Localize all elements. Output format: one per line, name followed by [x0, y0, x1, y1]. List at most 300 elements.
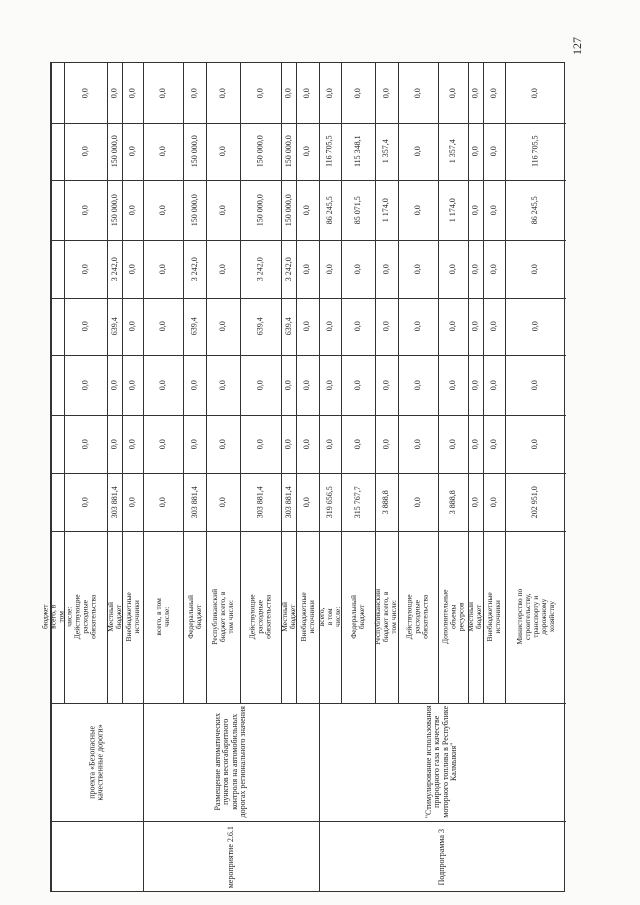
amount-cell: [281, 240, 296, 298]
amount-cell-text: 0,0: [530, 379, 540, 390]
amount-cell: [240, 63, 281, 123]
amount-cell-text: 0,0: [80, 380, 90, 390]
group-code-text: Подпрограмма 3: [437, 828, 447, 886]
amount-cell-text: 0,0: [218, 204, 228, 215]
amount-cell: [483, 240, 505, 298]
amount-cell: [341, 473, 375, 531]
amount-cell-text: 0,0: [470, 497, 480, 507]
funding-source-text: Местный бюджет: [105, 602, 123, 632]
budget-table: [40, 62, 565, 892]
row-divider: [281, 63, 282, 703]
funding-source-text: бюджет всего, в том числе:: [40, 604, 74, 630]
funding-source: [206, 531, 240, 703]
amount-cell: [143, 180, 183, 240]
amount-cell: [341, 298, 375, 355]
amount-cell-text: 0,0: [80, 264, 90, 274]
amount-cell-text: 0,0: [302, 204, 312, 215]
amount-cell: [122, 473, 143, 531]
group-name: [143, 703, 318, 821]
amount-cell: [483, 123, 505, 180]
amount-cell-text: 0,0: [412, 379, 422, 390]
amount-cell-text: 0,0: [302, 87, 312, 98]
amount-cell: [64, 415, 107, 473]
amount-cell: [296, 63, 318, 123]
funding-source-text: Федеральный бюджет: [185, 595, 203, 639]
funding-source: [398, 531, 438, 703]
amount-cell-text: 0,0: [80, 205, 90, 215]
amount-cell: [438, 415, 468, 473]
amount-cell-text: 3 242,0: [109, 256, 119, 281]
amount-cell-text: 3 888,8: [380, 489, 390, 514]
amount-cell-text: 0,0: [470, 264, 480, 274]
amount-cell: [398, 473, 438, 531]
row-divider: [375, 63, 376, 703]
amount-cell-text: 0,0: [488, 146, 498, 157]
column-divider: [51, 298, 566, 299]
row-divider: [438, 63, 439, 703]
funding-source: [468, 531, 483, 703]
amount-cell: [296, 415, 318, 473]
amount-cell-text: 0,0: [488, 263, 498, 274]
amount-cell: [206, 63, 240, 123]
group-name: [319, 703, 566, 821]
amount-cell: [468, 415, 483, 473]
amount-cell-text: 0,0: [218, 87, 228, 98]
amount-cell-text: 0,0: [109, 439, 119, 449]
amount-cell: [206, 123, 240, 180]
amount-cell-text: 0,0: [352, 321, 362, 332]
funding-source: [64, 531, 107, 703]
amount-cell: [281, 298, 296, 355]
amount-cell: [468, 355, 483, 415]
amount-cell: [51, 180, 64, 240]
funding-source: [375, 531, 398, 703]
amount-cell: [319, 240, 341, 298]
amount-cell: [122, 123, 143, 180]
amount-cell: [468, 63, 483, 123]
column-divider: [51, 355, 566, 356]
amount-cell: [240, 355, 281, 415]
amount-cell: [505, 63, 566, 123]
amount-cell: [122, 240, 143, 298]
amount-cell-text: 86 245,5: [530, 195, 540, 224]
amount-cell-text: 0,0: [380, 263, 390, 274]
amount-cell: [122, 63, 143, 123]
amount-cell: [122, 298, 143, 355]
column-divider: [51, 531, 566, 532]
amount-cell-text: 0,0: [302, 496, 312, 507]
row-divider: [505, 63, 506, 703]
amount-cell-text: 0,0: [127, 379, 137, 390]
amount-cell-text: 150 000,0: [255, 194, 265, 226]
amount-cell-text: 0,0: [447, 264, 457, 274]
amount-cell: [107, 63, 122, 123]
amount-cell-text: 0,0: [380, 321, 390, 332]
amount-cell-text: 0,0: [352, 263, 362, 274]
amount-cell: [468, 298, 483, 355]
group-code: [51, 821, 143, 893]
amount-cell-text: 0,0: [412, 496, 422, 507]
amount-cell: [341, 415, 375, 473]
amount-cell-text: 0,0: [488, 379, 498, 390]
amount-cell: [143, 63, 183, 123]
amount-cell-text: 303 881,4: [283, 485, 293, 518]
row-divider: [206, 63, 207, 703]
amount-cell: [375, 180, 398, 240]
amount-cell: [64, 123, 107, 180]
amount-cell-text: 0,0: [324, 438, 334, 449]
amount-cell-text: 116 705,5: [324, 135, 334, 168]
amount-cell-text: 0,0: [127, 321, 137, 332]
amount-cell-text: 303 881,4: [109, 485, 119, 518]
amount-cell: [375, 63, 398, 123]
group-name: [51, 703, 143, 821]
row-divider: [483, 63, 484, 703]
amount-cell-text: 0,0: [158, 87, 168, 98]
amount-cell: [64, 355, 107, 415]
amount-cell-text: 1 357,4: [447, 139, 457, 164]
amount-cell: [240, 298, 281, 355]
amount-cell: [183, 240, 206, 298]
funding-source-text: Республиканский бюджет всего, в том числе:: [373, 589, 399, 645]
row-divider: [341, 63, 342, 703]
amount-cell-text: 0,0: [127, 146, 137, 157]
amount-cell: [206, 473, 240, 531]
amount-cell-text: 150 000,0: [189, 135, 199, 168]
amount-cell: [107, 355, 122, 415]
amount-cell-text: 639,4: [109, 317, 119, 336]
amount-cell-text: 0,0: [470, 88, 480, 98]
amount-cell: [240, 123, 281, 180]
column-divider: [51, 703, 566, 704]
amount-cell: [483, 63, 505, 123]
amount-cell: [281, 180, 296, 240]
funding-source: [240, 531, 281, 703]
group-code: [319, 821, 566, 893]
amount-cell: [341, 63, 375, 123]
amount-cell-text: 116 705,5: [530, 135, 540, 168]
amount-cell: [505, 355, 566, 415]
amount-cell: [107, 240, 122, 298]
amount-cell-text: 0,0: [218, 146, 228, 157]
group-name-text: Размещение автоматических пунктов весогабаритного контроля на автомобильных дорогах регионального значения: [213, 706, 248, 818]
amount-cell: [51, 473, 64, 531]
column-divider: [51, 821, 566, 822]
amount-cell-text: 1 174,0: [380, 197, 390, 222]
amount-cell-text: 0,0: [109, 88, 119, 98]
amount-cell-text: 0,0: [324, 321, 334, 332]
amount-cell-text: 0,0: [189, 438, 199, 449]
amount-cell: [122, 415, 143, 473]
funding-source-text: Внебюджетные источники: [123, 592, 141, 642]
row-divider: [122, 63, 123, 703]
amount-cell-text: 0,0: [470, 380, 480, 390]
amount-cell: [51, 123, 64, 180]
amount-cell-text: 0,0: [470, 439, 480, 449]
amount-cell-text: 0,0: [127, 263, 137, 274]
amount-cell-text: 3 242,0: [255, 257, 265, 281]
amount-cell-text: 0,0: [158, 263, 168, 274]
amount-cell: [183, 123, 206, 180]
amount-cell: [505, 473, 566, 531]
amount-cell: [206, 180, 240, 240]
amount-cell: [483, 355, 505, 415]
amount-cell-text: 0,0: [189, 87, 199, 98]
row-divider: [468, 63, 469, 703]
row-divider: [296, 63, 297, 703]
amount-cell: [281, 473, 296, 531]
amount-cell: [281, 63, 296, 123]
amount-cell: [341, 123, 375, 180]
amount-cell-text: 319 656,5: [324, 485, 334, 518]
amount-cell-text: 202 951,0: [530, 485, 540, 518]
amount-cell-text: 0,0: [158, 321, 168, 332]
amount-cell-text: 85 071,5: [352, 195, 362, 224]
amount-cell: [296, 123, 318, 180]
amount-cell-text: 0,0: [488, 321, 498, 332]
amount-cell: [468, 240, 483, 298]
funding-source: [505, 531, 566, 703]
amount-cell: [206, 298, 240, 355]
amount-cell: [505, 298, 566, 355]
amount-cell-text: 0,0: [255, 380, 265, 390]
amount-cell: [143, 298, 183, 355]
amount-cell: [281, 123, 296, 180]
amount-cell: [183, 473, 206, 531]
amount-cell: [375, 298, 398, 355]
row-divider: [64, 63, 65, 703]
amount-cell: [183, 63, 206, 123]
amount-cell: [438, 355, 468, 415]
amount-cell-text: 0,0: [218, 496, 228, 507]
amount-cell-text: 0,0: [412, 438, 422, 449]
amount-cell-text: 3 242,0: [283, 256, 293, 281]
amount-cell: [398, 415, 438, 473]
amount-cell-text: 0,0: [412, 263, 422, 274]
amount-cell-text: 0,0: [302, 146, 312, 157]
amount-cell: [375, 355, 398, 415]
amount-cell-text: 0,0: [109, 380, 119, 390]
funding-source-text: Местный бюджет: [280, 602, 297, 632]
amount-cell: [122, 355, 143, 415]
amount-cell: [296, 180, 318, 240]
amount-cell: [296, 355, 318, 415]
amount-cell-text: 150 000,0: [109, 135, 119, 168]
amount-cell-text: 639,4: [189, 317, 199, 336]
amount-cell: [398, 240, 438, 298]
amount-cell: [64, 298, 107, 355]
funding-source-text: Действующие расходные обязательства: [404, 594, 430, 640]
funding-source: [122, 531, 143, 703]
amount-cell: [483, 415, 505, 473]
column-divider: [51, 415, 566, 416]
amount-cell: [296, 298, 318, 355]
amount-cell: [505, 123, 566, 180]
amount-cell: [468, 473, 483, 531]
amount-cell: [183, 298, 206, 355]
amount-cell-text: 0,0: [80, 321, 90, 332]
row-divider: [398, 63, 399, 703]
amount-cell: [398, 123, 438, 180]
amount-cell-text: 150 000,0: [189, 193, 199, 226]
amount-cell: [51, 415, 64, 473]
amount-cell: [438, 240, 468, 298]
amount-cell-text: 0,0: [302, 438, 312, 449]
funding-source: [438, 531, 468, 703]
amount-cell-text: 150 000,0: [283, 193, 293, 226]
amount-cell-text: 0,0: [80, 88, 90, 98]
amount-cell-text: 0,0: [189, 379, 199, 390]
group-divider: [319, 63, 320, 891]
amount-cell: [206, 415, 240, 473]
amount-cell: [107, 180, 122, 240]
funding-source-text: Внебюджетные источники: [298, 592, 316, 642]
funding-source: [107, 531, 122, 703]
amount-cell: [438, 123, 468, 180]
amount-cell: [319, 298, 341, 355]
amount-cell: [240, 473, 281, 531]
amount-cell: [319, 415, 341, 473]
amount-cell-text: 0,0: [412, 87, 422, 98]
funding-source-text: Федеральный бюджет: [348, 595, 366, 639]
amount-cell-text: 0,0: [302, 263, 312, 274]
group-divider: [51, 63, 52, 891]
amount-cell: [51, 240, 64, 298]
amount-cell: [51, 63, 64, 123]
amount-cell: [505, 180, 566, 240]
amount-cell-text: 0,0: [80, 146, 90, 157]
column-divider: [51, 123, 566, 124]
amount-cell-text: 150 000,0: [283, 135, 293, 168]
page-number: 127: [570, 37, 584, 55]
amount-cell: [281, 415, 296, 473]
amount-cell-text: 0,0: [412, 321, 422, 332]
amount-cell: [143, 473, 183, 531]
amount-cell: [341, 355, 375, 415]
amount-cell: [398, 355, 438, 415]
amount-cell: [438, 298, 468, 355]
amount-cell-text: 0,0: [324, 263, 334, 274]
amount-cell: [319, 473, 341, 531]
amount-cell-text: 639,4: [283, 317, 293, 336]
group-code-text: мероприятие 2.6.1: [225, 825, 235, 889]
amount-cell-text: 0,0: [80, 497, 90, 507]
amount-cell-text: 0,0: [158, 438, 168, 449]
amount-cell-text: 0,0: [470, 321, 480, 332]
funding-source-text: Действующие расходные обязательства: [248, 594, 273, 640]
amount-cell: [143, 123, 183, 180]
funding-source-text: Действующие расходные обязательства: [72, 594, 98, 640]
amount-cell-text: 0,0: [158, 204, 168, 215]
row-divider: [240, 63, 241, 703]
amount-cell: [296, 473, 318, 531]
funding-source-text: всего, в том числе:: [154, 598, 172, 636]
amount-cell: [398, 180, 438, 240]
row-divider: [107, 63, 108, 703]
amount-cell: [143, 240, 183, 298]
column-divider: [51, 180, 566, 181]
amount-cell: [468, 123, 483, 180]
amount-cell: [438, 473, 468, 531]
amount-cell: [468, 180, 483, 240]
amount-cell-text: 0,0: [127, 438, 137, 449]
amount-cell-text: 115 348,1: [352, 135, 362, 168]
amount-cell-text: 0,0: [302, 321, 312, 332]
row-divider: [183, 63, 184, 703]
amount-cell: [398, 298, 438, 355]
amount-cell-text: 0,0: [255, 439, 265, 449]
amount-cell-text: 0,0: [380, 438, 390, 449]
amount-cell-text: 0,0: [283, 88, 293, 98]
amount-cell: [107, 123, 122, 180]
amount-cell-text: 303 881,4: [255, 486, 265, 518]
funding-source-text: Внебюджетные источники: [484, 592, 502, 642]
amount-cell: [483, 298, 505, 355]
amount-cell-text: 0,0: [488, 87, 498, 98]
funding-source-text: Республиканский бюджет всего, в том числе:: [210, 589, 236, 645]
amount-cell: [64, 473, 107, 531]
amount-cell: [375, 240, 398, 298]
amount-cell-text: 0,0: [380, 87, 390, 98]
amount-cell-text: 0,0: [324, 379, 334, 390]
amount-cell-text: 0,0: [447, 321, 457, 332]
amount-cell: [505, 240, 566, 298]
amount-cell-text: 0,0: [127, 496, 137, 507]
amount-cell: [206, 240, 240, 298]
amount-cell-text: 150 000,0: [255, 135, 265, 168]
amount-cell: [64, 63, 107, 123]
amount-cell: [183, 415, 206, 473]
group-code: [143, 821, 318, 893]
funding-source: [483, 531, 505, 703]
funding-source-text: Министерство по строительству, транспорту и дорожному хозяйству: [514, 589, 556, 645]
amount-cell-text: 0,0: [218, 379, 228, 390]
amount-cell: [51, 298, 64, 355]
amount-cell-text: 0,0: [302, 379, 312, 390]
amount-cell: [206, 355, 240, 415]
amount-cell: [505, 415, 566, 473]
amount-cell: [341, 240, 375, 298]
funding-source: [40, 531, 74, 703]
amount-cell-text: 0,0: [158, 146, 168, 157]
amount-cell: [143, 415, 183, 473]
amount-cell-text: 3 888,8: [447, 490, 457, 514]
funding-source-text: Местный бюджет: [466, 602, 484, 632]
group-divider: [143, 63, 144, 891]
amount-cell-text: 0,0: [283, 380, 293, 390]
column-divider: [51, 473, 566, 474]
amount-cell-text: 0,0: [412, 146, 422, 157]
amount-cell: [341, 180, 375, 240]
amount-cell-text: 0,0: [530, 438, 540, 449]
amount-cell: [438, 63, 468, 123]
amount-cell: [319, 180, 341, 240]
amount-cell: [240, 415, 281, 473]
amount-cell-text: 0,0: [127, 87, 137, 98]
amount-cell-text: 0,0: [352, 87, 362, 98]
group-name-text: "Стимулирование использования природного газа в качестве моторного топлива в Республике Калмыкия": [424, 705, 459, 819]
amount-cell-text: 0,0: [255, 88, 265, 98]
amount-cell-text: 0,0: [380, 379, 390, 390]
amount-cell-text: 0,0: [447, 88, 457, 98]
amount-cell: [143, 355, 183, 415]
amount-cell: [375, 473, 398, 531]
amount-cell-text: 0,0: [158, 496, 168, 507]
amount-cell: [319, 63, 341, 123]
amount-cell: [296, 240, 318, 298]
amount-cell-text: 0,0: [412, 204, 422, 215]
amount-cell-text: 1 174,0: [447, 198, 457, 222]
